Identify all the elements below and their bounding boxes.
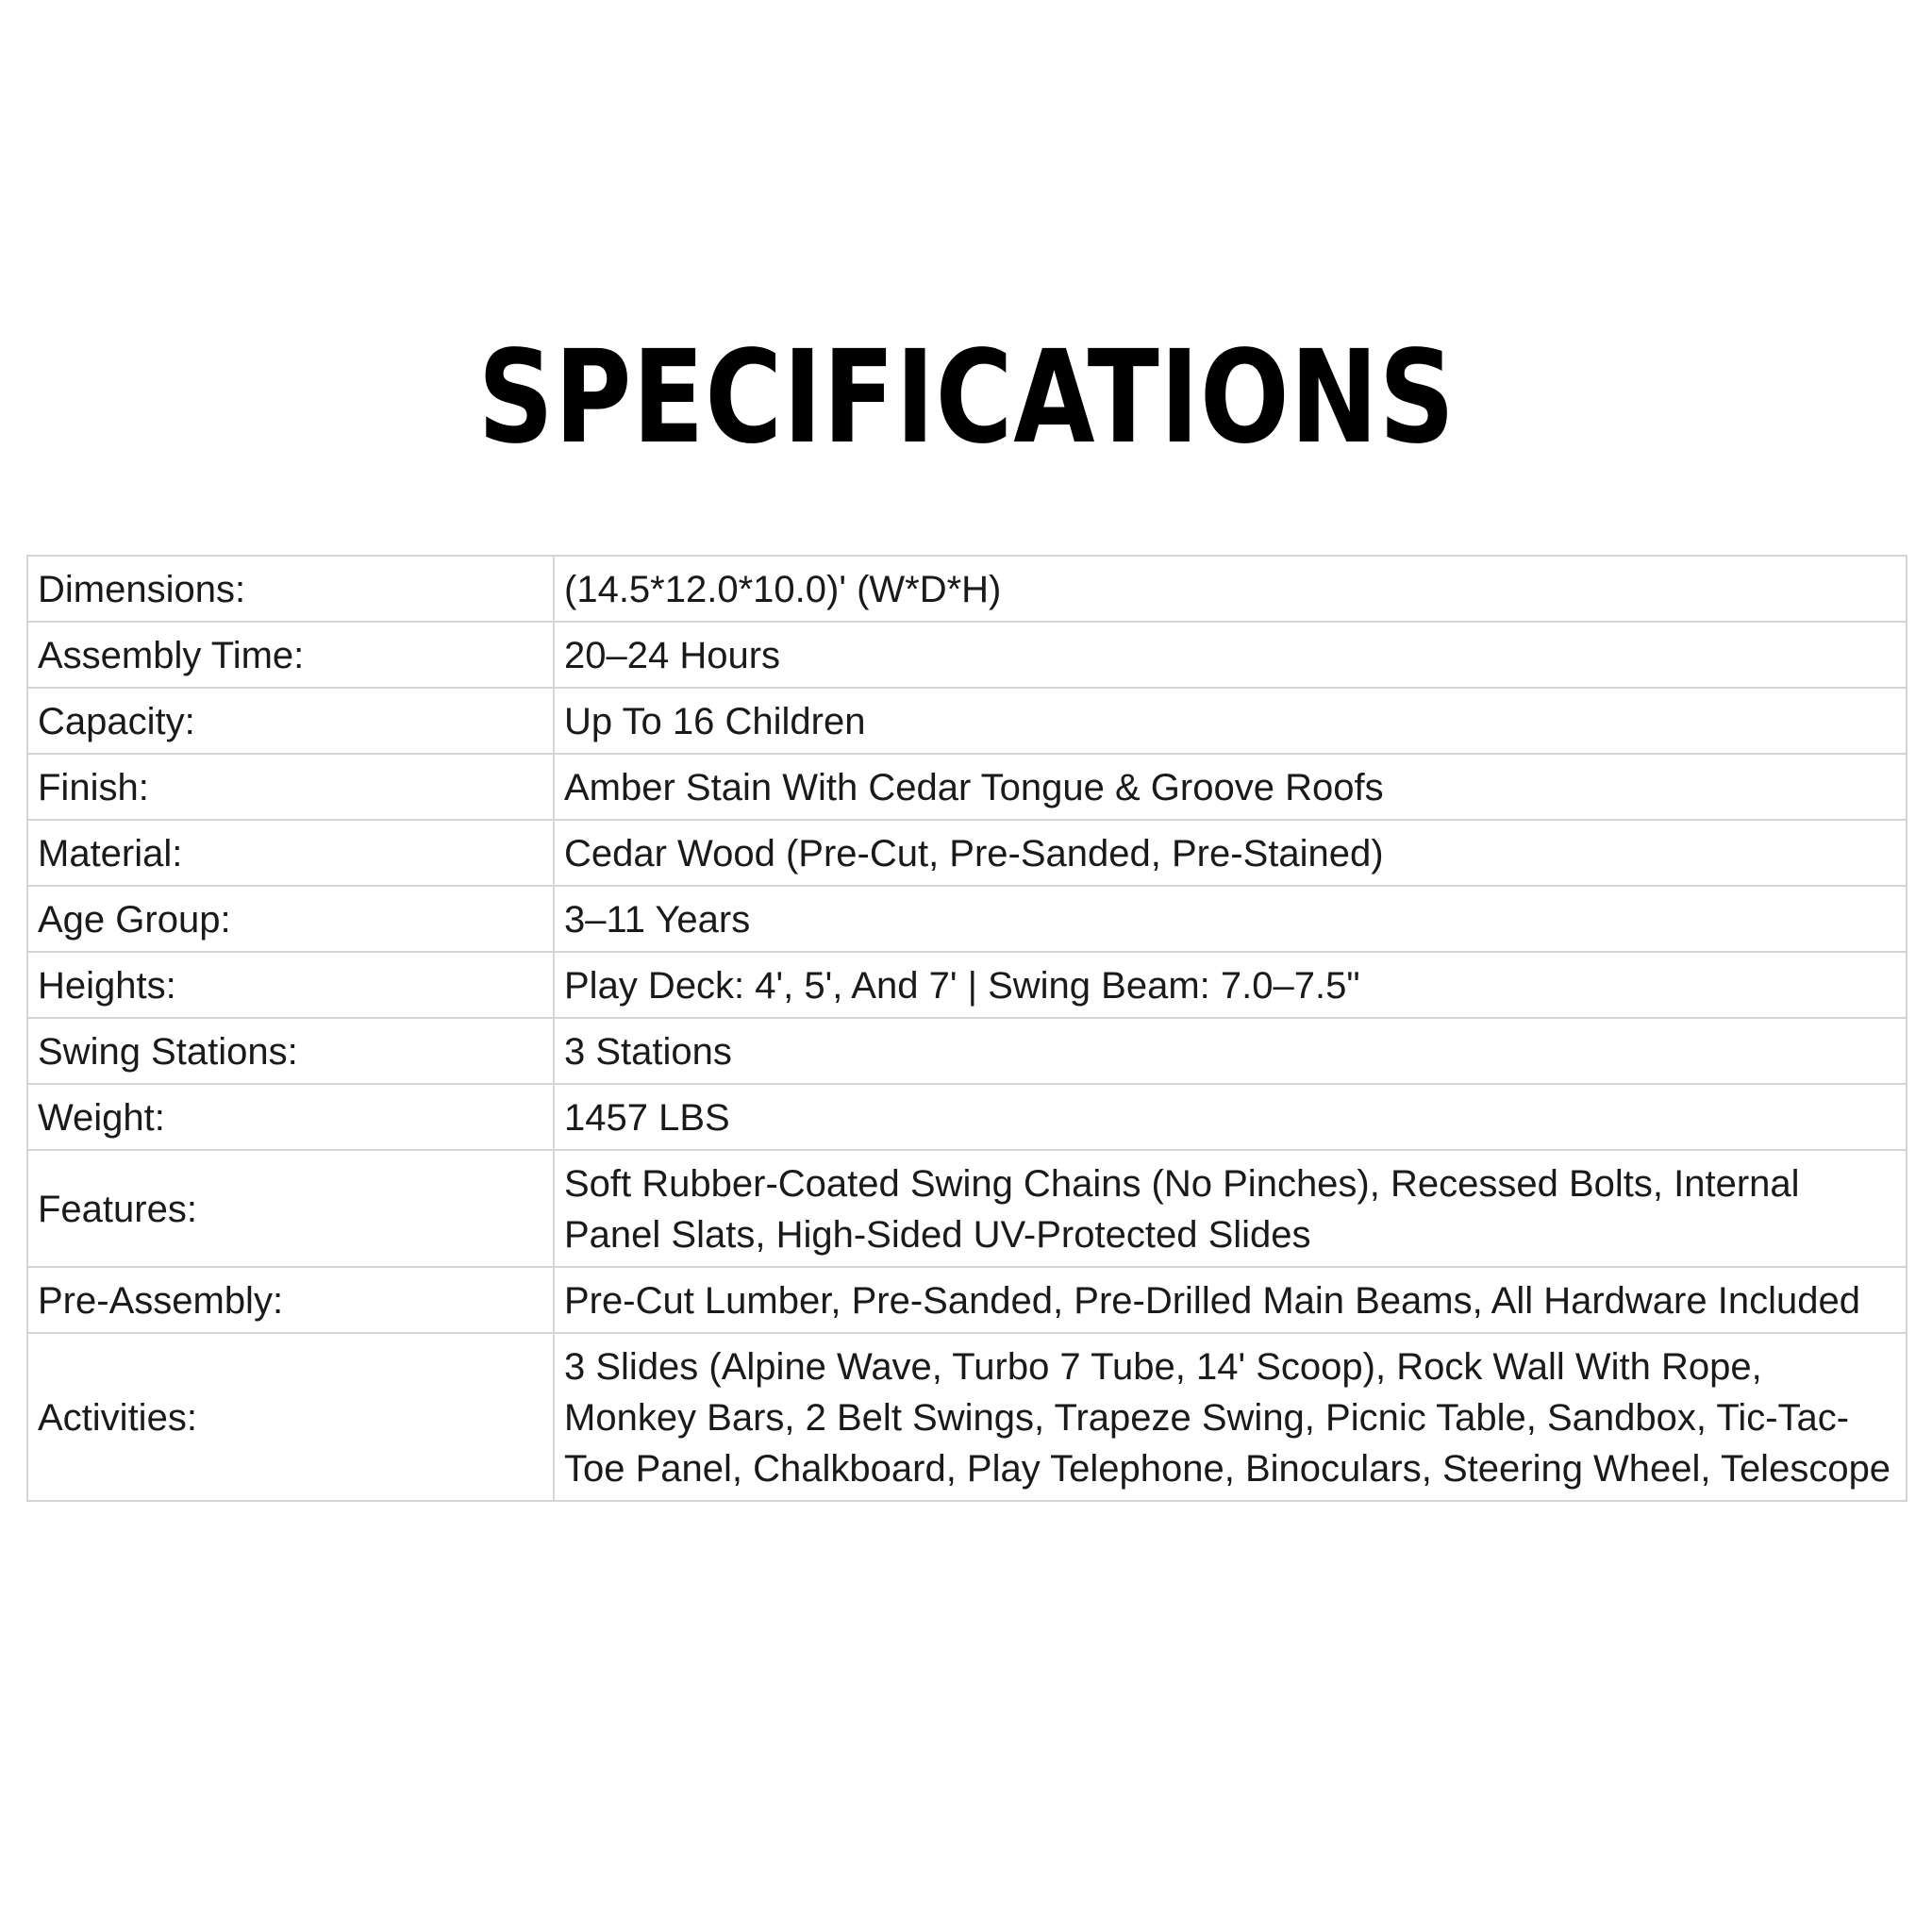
- table-row: [27, 1084, 1907, 1150]
- spec-value: Play Deck: 4', 5', And 7' | Swing Beam: 7.0–7.5": [554, 952, 1907, 1018]
- spec-label: Heights:: [27, 952, 554, 1018]
- table-row: [27, 556, 1907, 622]
- spec-label: Material:: [27, 820, 554, 886]
- spec-value: Pre-Cut Lumber, Pre-Sanded, Pre-Drilled Main Beams, All Hardware Included: [554, 1267, 1907, 1333]
- table-row: [27, 1267, 1907, 1333]
- spec-label: Capacity:: [27, 688, 554, 754]
- page-title: SPECIFICATIONS: [477, 324, 1456, 473]
- table-row: [27, 820, 1907, 886]
- spec-label: Swing Stations:: [27, 1018, 554, 1084]
- spec-value: 20–24 Hours: [554, 622, 1907, 688]
- table-row: [27, 1018, 1907, 1084]
- spec-value: (14.5*12.0*10.0)' (W*D*H): [554, 556, 1907, 622]
- spec-label: Dimensions:: [27, 556, 554, 622]
- spec-value: Up To 16 Children: [554, 688, 1907, 754]
- spec-value: 3–11 Years: [554, 886, 1907, 952]
- table-row: [27, 1333, 1907, 1501]
- table-row: [27, 622, 1907, 688]
- spec-label: Assembly Time:: [27, 622, 554, 688]
- spec-label: Features:: [27, 1150, 554, 1267]
- spec-label: Weight:: [27, 1084, 554, 1150]
- spec-label: Age Group:: [27, 886, 554, 952]
- table-row: [27, 952, 1907, 1018]
- table-row: [27, 688, 1907, 754]
- spec-value: 3 Stations: [554, 1018, 1907, 1084]
- spec-value: 1457 LBS: [554, 1084, 1907, 1150]
- spec-value: Amber Stain With Cedar Tongue & Groove Roofs: [554, 754, 1907, 820]
- spec-label: Finish:: [27, 754, 554, 820]
- table-row: [27, 886, 1907, 952]
- table-row: [27, 1150, 1907, 1267]
- specifications-table: [26, 555, 1907, 1502]
- spec-label: Pre-Assembly:: [27, 1267, 554, 1333]
- spec-value: Soft Rubber-Coated Swing Chains (No Pinches), Recessed Bolts, Internal Panel Slats, High-Sided UV-Protected Slides: [554, 1150, 1907, 1267]
- spec-value: Cedar Wood (Pre-Cut, Pre-Sanded, Pre-Stained): [554, 820, 1907, 886]
- spec-value: 3 Slides (Alpine Wave, Turbo 7 Tube, 14' Scoop), Rock Wall With Rope, Monkey Bars, 2 Belt Swings, Trapeze Swing, Picnic Table, Sandbox, Tic-Tac-Toe Panel, Chalkboard, Play Telephone, Binoculars, Steering Wheel, Telescope: [554, 1333, 1907, 1501]
- spec-label: Activities:: [27, 1333, 554, 1501]
- table-row: [27, 754, 1907, 820]
